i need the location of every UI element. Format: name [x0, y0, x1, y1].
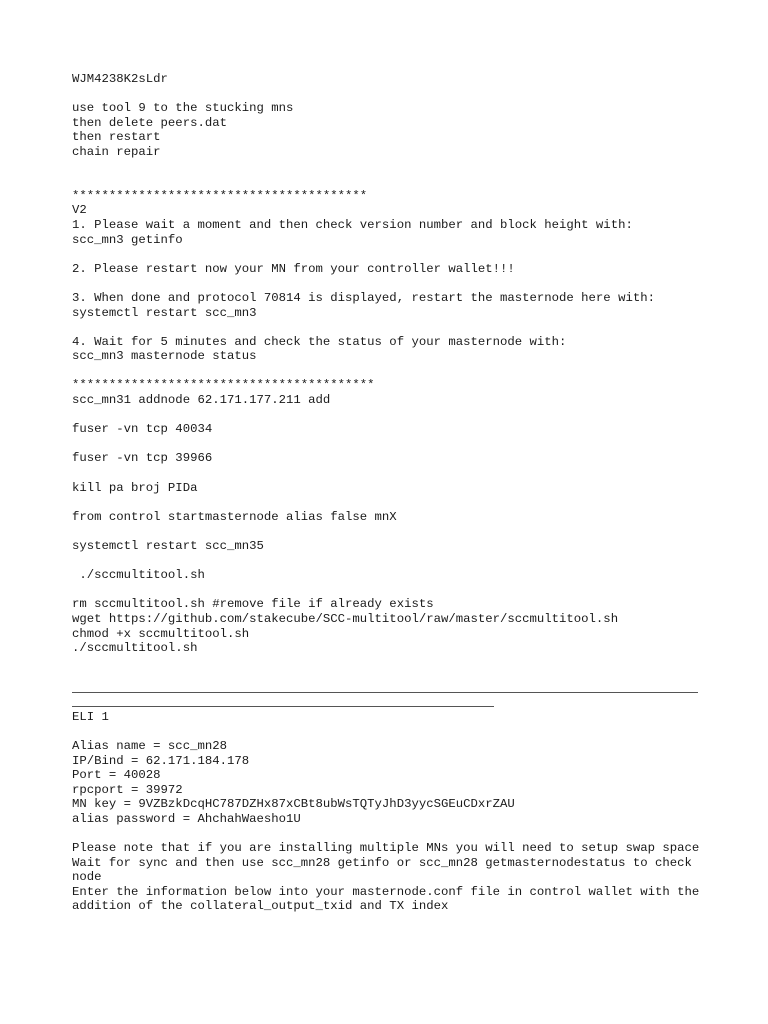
- step-2-text: 2. Please restart now your MN from your controller wallet!!!: [72, 261, 515, 276]
- note-line: use tool 9 to the stucking mns: [72, 101, 294, 116]
- step-3-text: 3. When done and protocol 70814 is displayed, restart the masternode here with:: [72, 290, 655, 305]
- run-tool-command: ./sccmultitool.sh: [72, 568, 205, 583]
- install-command: chmod +x sccmultitool.sh: [72, 626, 250, 641]
- note-line: chain repair: [72, 144, 161, 159]
- note-line: then delete peers.dat: [72, 115, 227, 130]
- fuser-command: fuser -vn tcp 40034: [72, 422, 213, 437]
- spacer: [72, 495, 702, 510]
- startmasternode-note: from control startmasternode alias false mnX: [72, 509, 397, 524]
- spacer: [72, 724, 702, 739]
- config-line: Port = 40028: [72, 768, 161, 783]
- install-command: rm sccmultitool.sh #remove file if already exists: [72, 597, 434, 612]
- title-code: WJM4238K2sLdr: [72, 72, 168, 86]
- sync-note: Wait for sync and then use scc_mn28 getinfo or scc_mn28 getmasternodestatus to check node: [72, 855, 700, 885]
- spacer: [72, 364, 702, 379]
- spacer: [72, 247, 702, 262]
- spacer: [72, 656, 702, 692]
- separator-stars: *****************************************: [72, 378, 375, 393]
- install-command: ./sccmultitool.sh: [72, 641, 198, 656]
- config-line: Alias name = scc_mn28: [72, 738, 227, 753]
- config-line: MN key = 9VZBzkDcqHC787DZHx87xCBt8ubWsTQTyJhD3yycSGEuCDxrZAU: [72, 797, 515, 812]
- spacer: [72, 87, 702, 102]
- spacer: [72, 276, 702, 291]
- spacer: [72, 524, 702, 539]
- horizontal-rule: [72, 692, 698, 693]
- spacer: [72, 827, 702, 842]
- config-line: IP/Bind = 62.171.184.178: [72, 753, 250, 768]
- swap-note: Please note that if you are installing multiple MNs you will need to setup swap space: [72, 841, 700, 856]
- spacer: [72, 554, 702, 569]
- separator-stars: ****************************************: [72, 188, 368, 203]
- step-1-text: 1. Please wait a moment and then check version number and block height with:: [72, 217, 633, 232]
- spacer: [72, 160, 702, 189]
- document-page: [72, 72, 707, 914]
- spacer: [72, 583, 702, 598]
- section-label: ELI 1: [72, 709, 109, 724]
- masternode-conf-note: Enter the information below into your masternode.conf file in control wallet with the addition of the collateral_output_txid and TX index: [72, 884, 707, 914]
- config-line: rpcport = 39972: [72, 782, 183, 797]
- step-3-command: systemctl restart scc_mn3: [72, 305, 257, 320]
- addnode-command: scc_mn31 addnode 62.171.177.211 add: [72, 393, 331, 408]
- step-1-command: scc_mn3 getinfo: [72, 232, 183, 247]
- note-line: then restart: [72, 130, 161, 145]
- config-line: alias password = AhchahWaesho1U: [72, 811, 301, 826]
- version-label: V2: [72, 203, 87, 218]
- spacer: [72, 320, 702, 335]
- spacer: [72, 466, 702, 481]
- fuser-command: fuser -vn tcp 39966: [72, 451, 213, 466]
- horizontal-rule: [72, 706, 494, 707]
- kill-note: kill pa broj PIDa: [72, 480, 198, 495]
- step-4-text: 4. Wait for 5 minutes and check the status of your masternode with:: [72, 334, 567, 349]
- install-command: wget https://github.com/stakecube/SCC-multitool/raw/master/sccmultitool.sh: [72, 611, 619, 626]
- spacer: [72, 408, 702, 423]
- spacer: [72, 437, 702, 452]
- restart-command: systemctl restart scc_mn35: [72, 539, 264, 553]
- step-4-command: scc_mn3 masternode status: [72, 349, 257, 364]
